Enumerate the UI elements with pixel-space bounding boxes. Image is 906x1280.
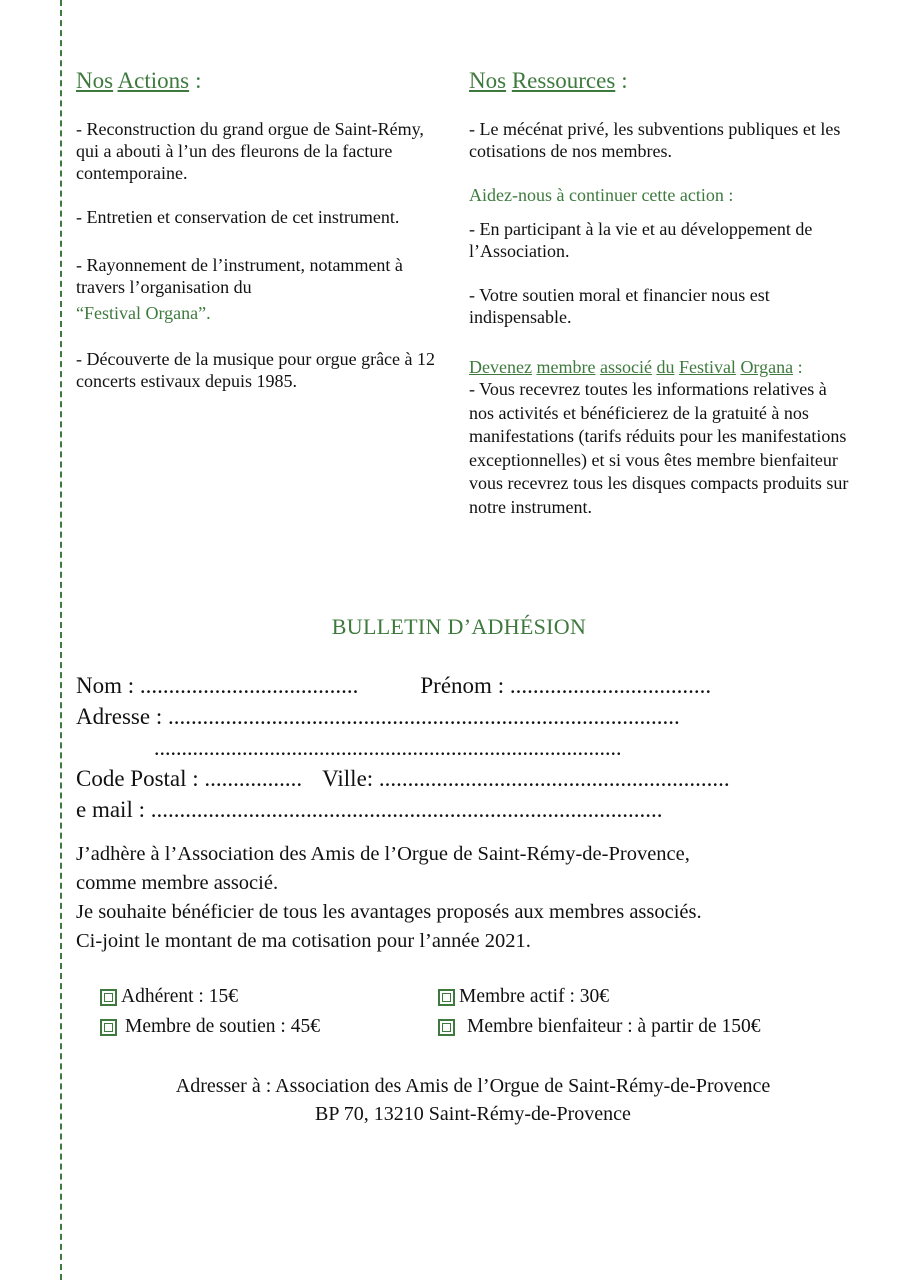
- member-benefits: - Vous recevrez toutes les informations relatives à nos activités et bénéficierez de la gratuité à nos manifestations (tarifs réduits pour les manifestations exceptionnelles) et si vous êtes membre bienfaiteur vous recevrez tous les disques compacts produits sur notre instrument.: [469, 379, 849, 517]
- festival-link: “Festival Organa”.: [76, 303, 211, 323]
- help-subheading: Aidez-nous à continuer cette action :: [469, 185, 734, 205]
- mailing-address: [40, 1072, 906, 1128]
- resources-heading: [469, 66, 849, 96]
- checkbox-icon[interactable]: [438, 989, 455, 1006]
- action-item-3: - Rayonnement de l’instrument, notamment à travers l’organisation du: [76, 255, 403, 297]
- heading-word: Nos: [76, 68, 114, 93]
- statement-line: comme membre associé.: [76, 872, 279, 894]
- member-heading-word: associé: [599, 357, 652, 377]
- code-postal-field[interactable]: Code Postal : .................: [76, 766, 303, 791]
- heading-word: Ressources: [511, 68, 616, 93]
- adresse-field[interactable]: Adresse : .........................................................................................: [76, 704, 680, 729]
- option-label: Membre actif : 30€: [459, 986, 609, 1007]
- resource-item-1: - Le mécénat privé, les subventions publiques et les cotisations de nos membres.: [469, 119, 841, 161]
- nom-field[interactable]: Nom : ......................................: [76, 673, 359, 698]
- member-heading-word: Organa: [740, 357, 794, 377]
- heading-word: Actions: [117, 68, 190, 93]
- heading-colon: :: [195, 68, 202, 93]
- statement-line: Ci-joint le montant de ma cotisation pour l’année 2021.: [76, 930, 531, 952]
- email-field[interactable]: e mail : .........................................................................................: [76, 797, 663, 822]
- adresse-line-2[interactable]: .....................................................................................: [154, 735, 622, 760]
- actions-heading: [76, 66, 446, 96]
- action-item-2: - Entretien et conservation de cet instrument.: [76, 207, 400, 227]
- option-actif[interactable]: [438, 986, 609, 1008]
- actions-column: [76, 66, 446, 392]
- prenom-field[interactable]: Prénom : ...................................: [420, 673, 712, 698]
- membership-form: [76, 670, 826, 825]
- action-item-1: - Reconstruction du grand orgue de Saint-Rémy, qui a abouti à l’un des fleurons de la facture contemporaine.: [76, 119, 424, 183]
- statement-line: Je souhaite bénéficier de tous les avantages proposés aux membres associés.: [76, 901, 702, 923]
- statement-line: J’adhère à l’Association des Amis de l’Orgue de Saint-Rémy-de-Provence,: [76, 843, 690, 865]
- member-heading-word: Festival: [678, 357, 736, 377]
- member-heading-colon: :: [797, 357, 803, 377]
- option-bienfaiteur[interactable]: [438, 1016, 760, 1038]
- checkbox-icon[interactable]: [100, 989, 117, 1006]
- checkbox-icon[interactable]: [100, 1019, 117, 1036]
- option-adherent[interactable]: [100, 986, 238, 1008]
- ville-field[interactable]: Ville: .............................................................: [322, 766, 730, 791]
- member-heading-word: Devenez: [469, 357, 532, 377]
- resource-item-3: - Votre soutien moral et financier nous est indispensable.: [469, 285, 770, 327]
- option-label: Membre de soutien : 45€: [125, 1016, 320, 1037]
- membership-statement: [76, 840, 836, 956]
- option-soutien[interactable]: [100, 1016, 320, 1038]
- bulletin-title: BULLETIN D’ADHÉSION: [331, 614, 587, 639]
- member-heading-word: membre: [536, 357, 596, 377]
- heading-word: Nos: [469, 68, 507, 93]
- option-label: Membre bienfaiteur : à partir de 150€: [467, 1016, 761, 1037]
- address-line-1: Adresser à : Association des Amis de l’Orgue de Saint-Rémy-de-Provence: [175, 1075, 771, 1097]
- resource-item-2: - En participant à la vie et au développement de l’Association.: [469, 219, 813, 261]
- heading-colon: :: [621, 68, 628, 93]
- member-heading-word: du: [656, 357, 675, 377]
- member-heading: [469, 356, 849, 378]
- action-item-4: - Découverte de la musique pour orgue grâce à 12 concerts estivaux depuis 1985.: [76, 349, 436, 391]
- option-label: Adhérent : 15€: [121, 986, 238, 1007]
- address-line-2: BP 70, 13210 Saint-Rémy-de-Provence: [315, 1103, 631, 1125]
- resources-column: [469, 66, 849, 519]
- checkbox-icon[interactable]: [438, 1019, 455, 1036]
